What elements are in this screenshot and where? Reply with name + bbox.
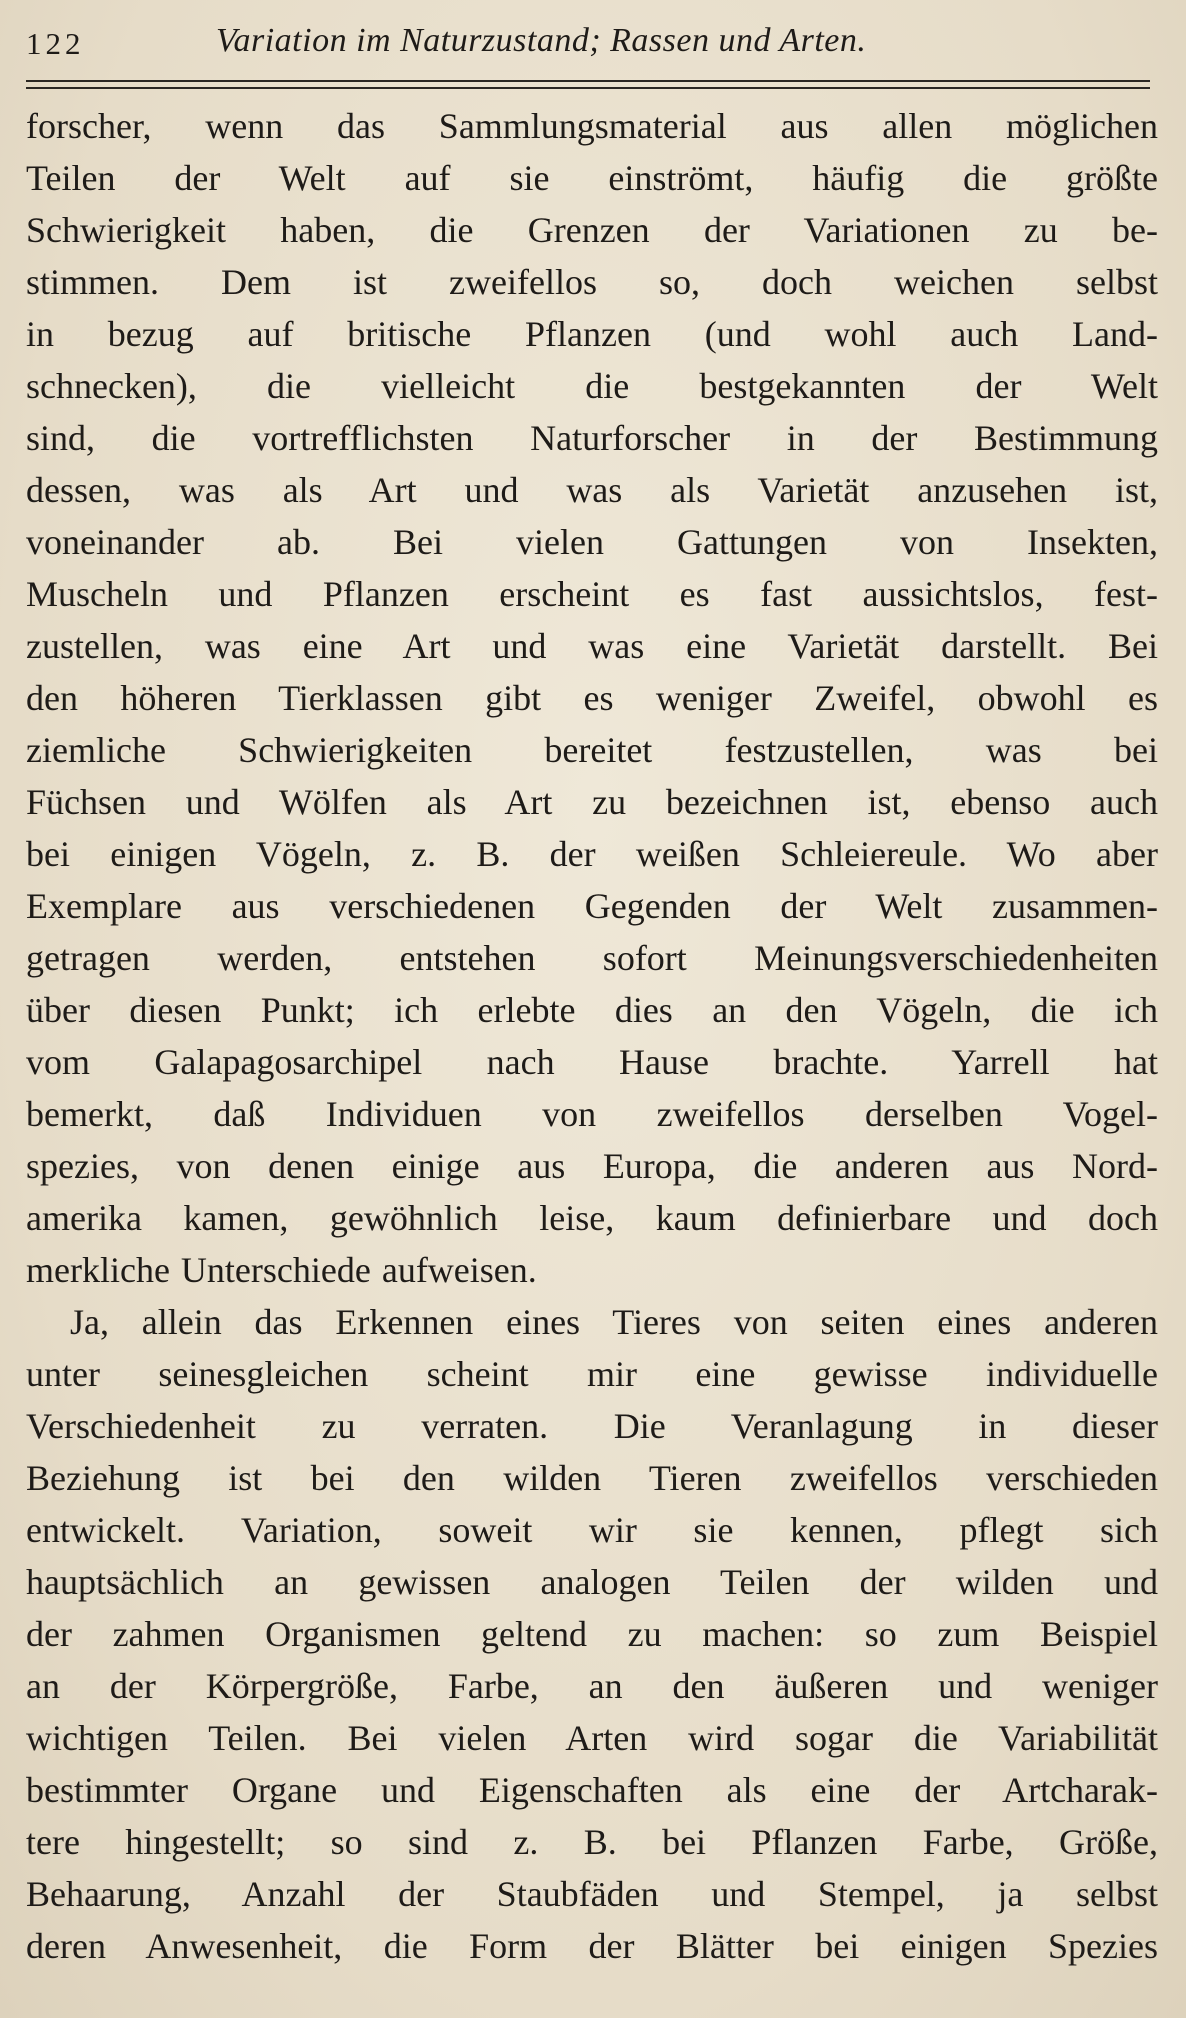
text-line: amerika kamen, gewöhnlich leise, kaum definierbare und doch bbox=[26, 1198, 1158, 1238]
text-line: sind, die vortrefflichsten Naturforscher in der Bestimmung bbox=[26, 418, 1158, 458]
text-line: hauptsächlich an gewissen analogen Teilen der wilden und bbox=[26, 1562, 1158, 1602]
running-title: Variation im Naturzustand; Rassen und Arten. bbox=[216, 22, 867, 59]
text-line: Verschiedenheit zu verraten. Die Veranlagung in dieser bbox=[26, 1406, 1158, 1446]
text-line: schnecken), die vielleicht die bestgekannten der Welt bbox=[26, 366, 1158, 406]
text-line: forscher, wenn das Sammlungsmaterial aus allen möglichen bbox=[26, 106, 1158, 146]
text-line: wichtigen Teilen. Bei vielen Arten wird sogar die Variabilität bbox=[26, 1718, 1158, 1758]
text-line: an der Körpergröße, Farbe, an den äußeren und weniger bbox=[26, 1666, 1158, 1706]
text-line: in bezug auf britische Pflanzen (und wohl auch Land- bbox=[26, 314, 1158, 354]
text-line: Schwierigkeit haben, die Grenzen der Variationen zu be- bbox=[26, 210, 1158, 250]
text-line: Exemplare aus verschiedenen Gegenden der Welt zusammen- bbox=[26, 886, 1158, 926]
text-line: stimmen. Dem ist zweifellos so, doch weichen selbst bbox=[26, 262, 1158, 302]
text-line: bei einigen Vögeln, z. B. der weißen Schleiereule. Wo aber bbox=[26, 834, 1158, 874]
header-rule-top bbox=[26, 80, 1150, 82]
text-line: bestimmter Organe und Eigenschaften als eine der Artcharak- bbox=[26, 1770, 1158, 1810]
text-line: getragen werden, entstehen sofort Meinungsverschiedenheiten bbox=[26, 938, 1158, 978]
paragraph-start-line: Ja, allein das Erkennen eines Tieres von seiten eines anderen bbox=[70, 1302, 1158, 1342]
paragraph-end-line: merkliche Unterschiede aufweisen. bbox=[26, 1250, 537, 1290]
page-number: 122 bbox=[26, 26, 85, 61]
text-line: deren Anwesenheit, die Form der Blätter bei einigen Spezies bbox=[26, 1926, 1158, 1966]
text-line: Teilen der Welt auf sie einströmt, häufig die größte bbox=[26, 158, 1158, 198]
text-line: entwickelt. Variation, soweit wir sie kennen, pflegt sich bbox=[26, 1510, 1158, 1550]
text-line: Füchsen und Wölfen als Art zu bezeichnen ist, ebenso auch bbox=[26, 782, 1158, 822]
text-line: Beziehung ist bei den wilden Tieren zweifellos verschieden bbox=[26, 1458, 1158, 1498]
body-text bbox=[26, 100, 1158, 1972]
text-line: über diesen Punkt; ich erlebte dies an den Vögeln, die ich bbox=[26, 990, 1158, 1030]
text-line: Muscheln und Pflanzen erscheint es fast aussichtslos, fest- bbox=[26, 574, 1158, 614]
text-line: voneinander ab. Bei vielen Gattungen von Insekten, bbox=[26, 522, 1158, 562]
text-line: tere hingestellt; so sind z. B. bei Pflanzen Farbe, Größe, bbox=[26, 1822, 1158, 1862]
header-rule-bottom bbox=[26, 87, 1150, 89]
text-line: vom Galapagosarchipel nach Hause brachte. Yarrell hat bbox=[26, 1042, 1158, 1082]
text-line: unter seinesgleichen scheint mir eine gewisse individuelle bbox=[26, 1354, 1158, 1394]
text-line: bemerkt, daß Individuen von zweifellos derselben Vogel- bbox=[26, 1094, 1158, 1134]
page-header bbox=[26, 22, 1156, 66]
text-line: der zahmen Organismen geltend zu machen: so zum Beispiel bbox=[26, 1614, 1158, 1654]
text-line: zustellen, was eine Art und was eine Varietät darstellt. Bei bbox=[26, 626, 1158, 666]
text-line: dessen, was als Art und was als Varietät anzusehen ist, bbox=[26, 470, 1158, 510]
text-line: den höheren Tierklassen gibt es weniger Zweifel, obwohl es bbox=[26, 678, 1158, 718]
text-line: Behaarung, Anzahl der Staubfäden und Stempel, ja selbst bbox=[26, 1874, 1158, 1914]
text-line: ziemliche Schwierigkeiten bereitet festzustellen, was bei bbox=[26, 730, 1158, 770]
text-line: spezies, von denen einige aus Europa, die anderen aus Nord- bbox=[26, 1146, 1158, 1186]
